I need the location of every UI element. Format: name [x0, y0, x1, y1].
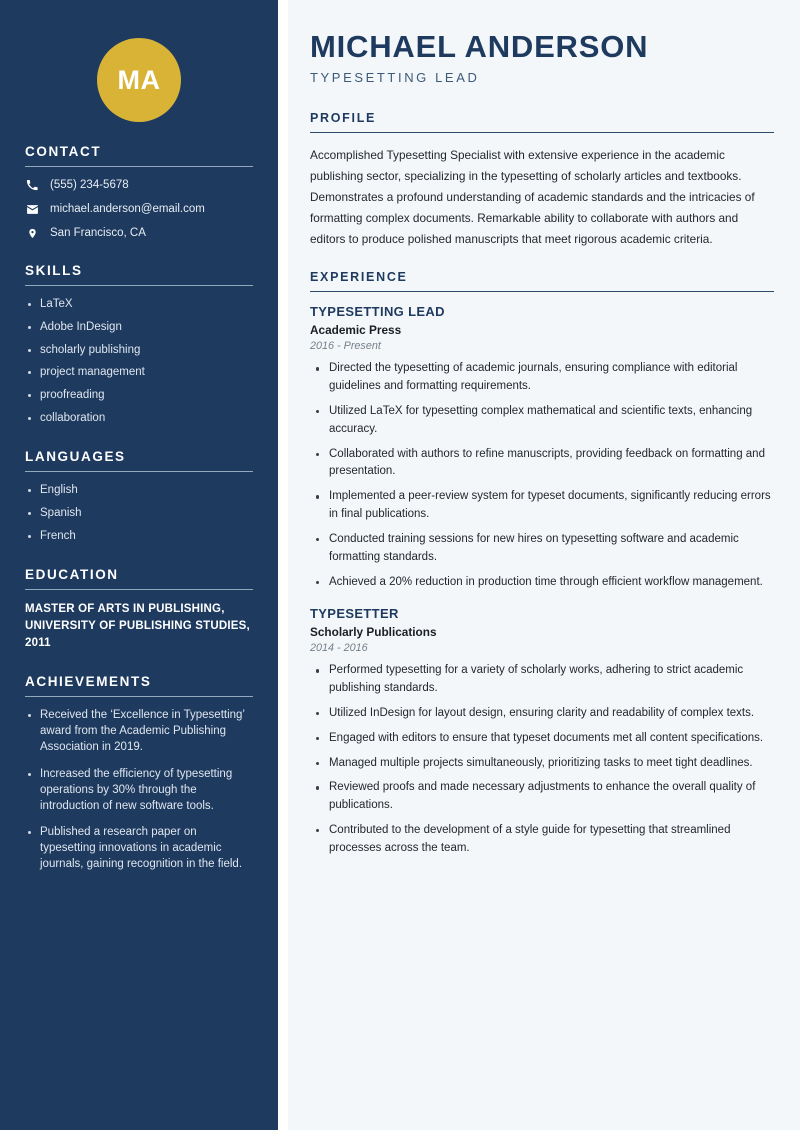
experience-bullet-list: [310, 662, 774, 857]
map-pin-icon: [25, 227, 39, 240]
education-entry: MASTER OF ARTS IN PUBLISHING, UNIVERSITY OF PUBLISHING STUDIES, 2011: [25, 602, 250, 650]
education-divider: [25, 589, 253, 590]
job-role-subtitle: TYPESETTING LEAD: [310, 70, 480, 86]
experience-company: Scholarly Publications: [310, 625, 437, 640]
contact-item-email: [25, 202, 253, 217]
education-section: [25, 567, 253, 653]
achievements-heading: ACHIEVEMENTS: [25, 674, 152, 690]
list-item: Adobe InDesign: [25, 320, 253, 336]
profile-section: [310, 111, 774, 250]
experience-bullet-list: [310, 360, 774, 591]
list-item: scholarly publishing: [25, 343, 253, 359]
profile-heading: PROFILE: [310, 111, 377, 126]
contact-section: [25, 144, 253, 241]
experience-dates: 2014 - 2016: [310, 642, 368, 655]
contact-phone-value: (555) 234-5678: [50, 179, 129, 191]
list-item: proofreading: [25, 388, 253, 404]
contact-email-value: michael.anderson@email.com: [50, 202, 205, 215]
languages-divider: [25, 471, 253, 472]
list-item: Performed typesetting for a variety of scholarly works, adhering to strict academic publishing standards.: [310, 662, 774, 698]
experience-company: Academic Press: [310, 323, 402, 338]
contact-divider: [25, 166, 253, 167]
contact-heading: CONTACT: [25, 144, 102, 159]
skills-section: [25, 263, 253, 427]
profile-divider: [310, 132, 774, 133]
experience-job-title: TYPESETTER: [310, 606, 399, 622]
list-item: Collaborated with authors to refine manuscripts, providing feedback on formatting and presentation.: [310, 446, 774, 482]
list-item: French: [25, 529, 253, 545]
list-item: Increased the efficiency of typesetting operations by 30% through the introduction of new software tools.: [25, 767, 253, 815]
list-item: Reviewed proofs and made necessary adjustments to enhance the overall quality of publications.: [310, 779, 774, 815]
list-item: Implemented a peer-review system for typeset documents, significantly reducing errors in final publications.: [310, 488, 774, 524]
list-item: Engaged with editors to ensure that typeset documents met all content specifications.: [310, 730, 774, 748]
experience-entry: [310, 606, 774, 857]
list-item: Directed the typesetting of academic journals, ensuring compliance with editorial guidelines and formatting requirements.: [310, 360, 774, 396]
list-item: English: [25, 483, 253, 499]
list-item: collaboration: [25, 411, 253, 427]
experience-job-title: TYPESETTING LEAD: [310, 304, 445, 320]
avatar: MA: [97, 38, 181, 122]
list-item: Spanish: [25, 506, 253, 522]
achievements-section: [25, 674, 253, 873]
envelope-icon: [25, 203, 39, 216]
skills-heading: SKILLS: [25, 262, 83, 278]
experience-heading: EXPERIENCE: [310, 270, 408, 285]
languages-list: [25, 483, 253, 545]
page-title: MICHAEL ANDERSON: [310, 29, 649, 64]
contact-item-location: [25, 226, 253, 241]
list-item: Contributed to the development of a style guide for typesetting that streamlined processes across the team.: [310, 822, 774, 858]
list-item: Received the ‘Excellence in Typesetting’ award from the Academic Publishing Association in 2019.: [25, 708, 253, 756]
avatar-container: [25, 0, 253, 144]
list-item: Conducted training sessions for new hires on typesetting software and academic formatting standards.: [310, 531, 774, 567]
main-content: [288, 0, 800, 1130]
experience-divider: [310, 291, 774, 292]
list-item: LaTeX: [25, 297, 253, 313]
languages-section: [25, 449, 253, 545]
contact-list: [25, 178, 253, 241]
achievements-divider: [25, 696, 253, 697]
experience-dates: 2016 - Present: [310, 340, 381, 353]
phone-icon: [25, 179, 39, 191]
list-item: Managed multiple projects simultaneously, prioritizing tasks to meet tight deadlines.: [310, 755, 774, 773]
list-item: Published a research paper on typesetting innovations in academic journals, gaining recognition in the field.: [25, 825, 253, 873]
contact-item-phone: [25, 178, 253, 193]
skills-list: [25, 297, 253, 427]
experience-entry: [310, 304, 774, 591]
list-item: Utilized InDesign for layout design, ensuring clarity and readability of complex texts.: [310, 705, 774, 723]
languages-heading: LANGUAGES: [25, 448, 126, 464]
sidebar: [0, 0, 278, 1130]
skills-divider: [25, 285, 253, 286]
list-item: project management: [25, 365, 253, 381]
experience-section: [310, 270, 774, 857]
profile-text: Accomplished Typesetting Specialist with extensive experience in the academic publishing sector, specializing in the typesetting of scholarly articles and textbooks. Demonstrates a profound understanding of academic standards and the intricacies of formatting complex documents. Remarkable ability to collaborate with authors and editors to produce polished manuscripts that meet rigorous academic criteria.: [310, 148, 755, 247]
education-heading: EDUCATION: [25, 566, 119, 582]
list-item: Utilized LaTeX for typesetting complex mathematical and scientific texts, enhancing accuracy.: [310, 403, 774, 439]
achievements-list: [25, 708, 253, 873]
list-item: Achieved a 20% reduction in production time through efficient workflow management.: [310, 574, 774, 592]
contact-location-value: San Francisco, CA: [50, 226, 146, 239]
